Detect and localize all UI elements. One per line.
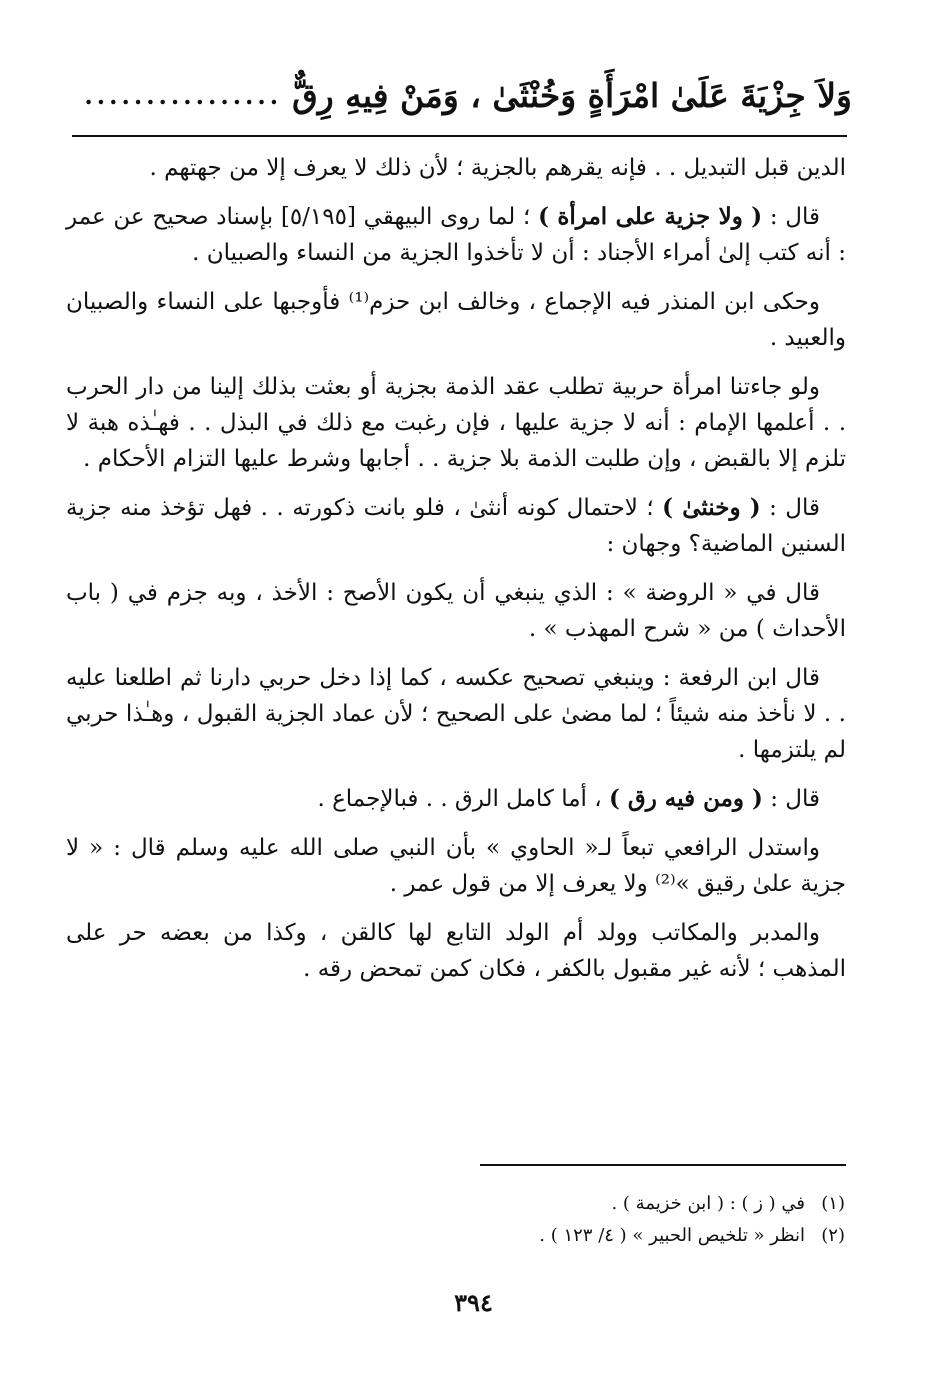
paragraph: قال : ( وخنثىٰ ) ؛ لاحتمال كونه أنثىٰ ، فلو بانت ذكورته . . فهل تؤخذ منه جزية السنين الماضية؟ وجهان : (66, 494, 846, 557)
footnote-text: انظر « تلخيص الحبير » ( ٤/ ١٢٣ ) . (539, 1225, 805, 1246)
paragraph: واستدل الرافعي تبعاً لـ« الحاوي » بأن النبي صلى الله عليه وسلم قال : « لا جزية علىٰ رقيق »⁽²⁾ ولا يعرف إلا من قول عمر . (66, 835, 846, 897)
header-divider (72, 135, 847, 137)
paragraph: قال : ( ومن فيه رق ) ، أما كامل الرق . . فبالإجماع . (317, 785, 820, 812)
paragraph: والمدبر والمكاتب وولد أم الولد التابع لها كالقن ، وكذا من بعضه حر على المذهب ؛ لأنه غير مقبول بالكفر ، فكان كمن تمحض رقه . (66, 920, 846, 982)
footnotes (200, 1188, 845, 1252)
commentary-body (66, 150, 846, 1000)
footnote (200, 1188, 845, 1220)
matn-heading: وَلاَ جِزْيَةَ عَلَىٰ امْرَأَةٍ وَخُنْثَىٰ ، وَمَنْ فِيهِ رِقٌّ (292, 75, 852, 115)
matn-quote: ( ولا جزية على امرأة ) (538, 203, 763, 230)
page-header (72, 60, 852, 130)
paragraph: قال : ( ولا جزية على امرأة ) ؛ لما روى البيهقي [٥/١٩٥] بإسناد صحيح عن عمر : أنه كتب إلىٰ أمراء الأجناد : أن لا تأخذوا الجزية من النساء والصبيان . (66, 203, 846, 266)
footnote-divider (480, 1164, 846, 1166)
footnote-text: في ( ز ) : ( ابن خزيمة ) . (611, 1193, 805, 1214)
footnote-number: (٢) (821, 1225, 845, 1246)
page-number: ٣٩٤ (454, 1288, 493, 1317)
footnote (200, 1220, 845, 1252)
paragraph: ولو جاءتنا امرأة حربية تطلب عقد الذمة بجزية أو بعثت بذلك إلينا من دار الحرب . . أعلمها الإمام : أنه لا جزية عليها ، فإن رغبت مع ذلك في البذل . . فهـٰذه هبة لا تلزم إلا بالقبض ، وإن طلبت الذمة بلا جزية . . أجابها وشرط عليها التزام الأحكام . (66, 374, 846, 472)
paragraph: وحكى ابن المنذر فيه الإجماع ، وخالف ابن حزم⁽¹⁾ فأوجبها على النساء والصبيان والعبيد . (66, 289, 846, 351)
matn-quote: ( ومن فيه رق ) (608, 785, 763, 812)
header-leader-dots: ................ (84, 80, 283, 110)
footnote-number: (١) (821, 1193, 845, 1214)
paragraph: قال في « الروضة » : الذي ينبغي أن يكون الأصح : الأخذ ، وبه جزم في ( باب الأحداث ) من « شرح المهذب » . (66, 580, 846, 642)
paragraph: الدين قبل التبديل . . فإنه يقرهم بالجزية ؛ لأن ذلك لا يعرف إلا من جهتهم . (149, 155, 846, 181)
paragraph: قال ابن الرفعة : وينبغي تصحيح عكسه ، كما إذا دخل حربي دارنا ثم اطلعنا عليه . . لا نأخذ منه شيئاً ؛ لما مضىٰ على الصحيح ؛ لأن عماد الجزية القبول ، وهـٰذا حربي لم يلتزمها . (66, 665, 846, 763)
matn-quote: ( وخنثىٰ ) (662, 494, 761, 521)
